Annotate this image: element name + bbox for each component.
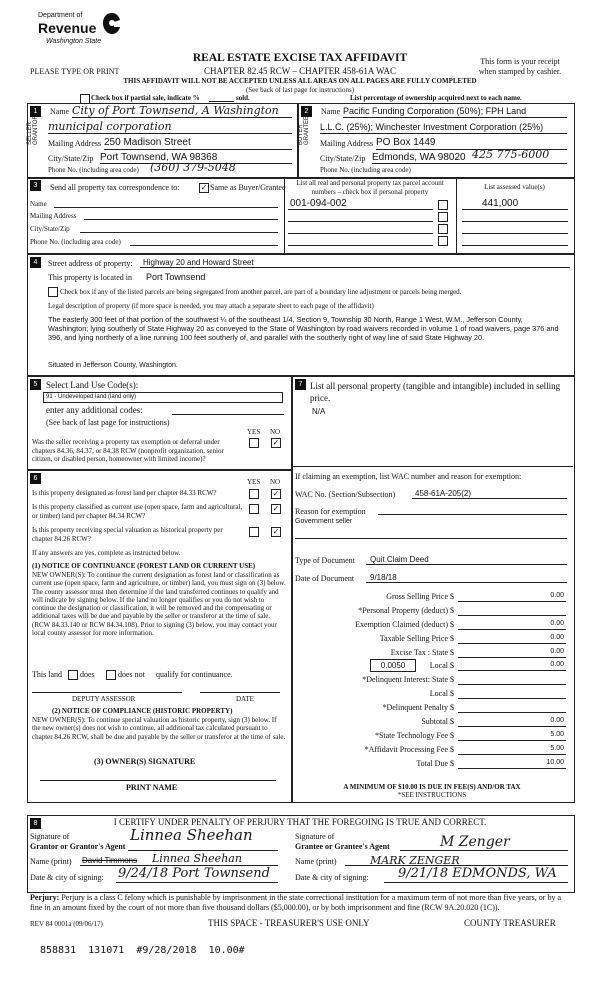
grantor-agent-label: Grantor or Grantor's Agent bbox=[30, 842, 126, 851]
fee-dollar-delinquent-local: $ bbox=[450, 689, 454, 698]
fee-line-excise-local bbox=[458, 670, 566, 671]
located-in-label: This property is located in bbox=[48, 273, 132, 282]
sec6-no-header: NO bbox=[270, 478, 281, 486]
wac-label: WAC No. (Section/Subsection) bbox=[295, 490, 396, 499]
grantor-date-city[interactable]: 9/24/18 Port Townsend bbox=[118, 866, 270, 881]
doc-date-label: Date of Document bbox=[295, 574, 355, 583]
personal-property-checkbox-4[interactable] bbox=[438, 236, 448, 246]
dor-logo bbox=[30, 10, 130, 56]
fee-label-total: Total Due bbox=[416, 759, 448, 768]
fee-dollar-delinquent-state: $ bbox=[450, 675, 454, 684]
assessed-value-1[interactable]: 441,000 bbox=[482, 198, 519, 209]
fee-line-delinquent-local bbox=[458, 698, 566, 699]
legal-desc-text[interactable]: The easterly 300 feet of that portion of the southwest ¼ of the southeast 1/4, Section 9, Township 30 North, Range 1 West, W.M., Jefferson County, Washington; lying southerly of State Highway 20 as conveyed to the State of Washington by road waivers recorded in volume 1 of road waivers, page 376 and 396, and lying northerly of a line running 100 feet southerly of, and parallel with the southerly right of way line of said State Highway 20. bbox=[48, 315, 559, 342]
fee-value-excise-state[interactable]: 0.00 bbox=[550, 648, 564, 655]
deputy-line bbox=[32, 692, 182, 693]
sec5-see-back: (See back of last page for instructions) bbox=[46, 418, 170, 427]
grantor-signature[interactable]: Linnea Sheehan bbox=[130, 826, 253, 844]
fee-dollar-technology: $ bbox=[450, 731, 454, 740]
street-address-label: Street address of property: bbox=[48, 259, 133, 268]
assessed-line-1 bbox=[462, 209, 568, 210]
sec6-yes-header: YES bbox=[247, 478, 261, 486]
seller-phone-label: Phone No. (including area code) bbox=[48, 166, 139, 174]
current-use-yes-checkbox[interactable] bbox=[249, 504, 259, 514]
partial-sale-label: Check box if partial sale, indicate % bbox=[91, 94, 200, 102]
grantee-signature[interactable]: M Zenger bbox=[440, 834, 510, 850]
exemption-question: Was the seller receiving a property tax exemption or deferral under chapters 84.36, 84.37, or 84.38 RCW (nonprofit organization, senior citizen, or disabled person, homeowner with limited income)? bbox=[32, 438, 224, 463]
wac-value[interactable]: 458-61A-205(2) bbox=[415, 489, 472, 498]
fee-label-exemption: Exemption Claimed (deduct) bbox=[355, 620, 448, 629]
fee-line-exemption bbox=[458, 629, 566, 630]
seller-name-1[interactable]: City of Port Townsend, A Washington bbox=[72, 104, 279, 117]
does-not-label: does not bbox=[118, 670, 145, 679]
compliance-title: (2) NOTICE OF COMPLIANCE (HISTORIC PROPERTY) bbox=[52, 707, 233, 715]
see-back-instructions: (See back of last page for instructions) bbox=[245, 86, 355, 94]
fee-dollar-total: $ bbox=[450, 759, 454, 768]
land-does-checkbox[interactable] bbox=[68, 670, 78, 680]
perjury-block bbox=[30, 893, 572, 913]
historic-question: Is this property receiving special valuation as historical property per chapter 84.26 RCW? bbox=[32, 526, 223, 543]
grantor-date-label: Date & city of signing: bbox=[30, 873, 104, 882]
grantee-sig-of-label: Signature of bbox=[295, 832, 335, 841]
receipt-note-2: when stamped by cashier. bbox=[478, 67, 562, 76]
doc-type-label: Type of Document bbox=[295, 556, 355, 565]
dor-emblem-icon bbox=[102, 12, 122, 36]
segregated-label: Check box if any of the listed parcels are being segregated from another parcel, are part of a boundary line adjustment or parcels being merged. bbox=[60, 288, 462, 296]
grantee-date-line bbox=[384, 882, 568, 883]
sec5-no-header: NO bbox=[270, 428, 281, 436]
situated-text[interactable]: Situated in Jefferson County, Washington. bbox=[48, 362, 178, 369]
buyer-name-line-1 bbox=[343, 117, 567, 118]
sec7-divider bbox=[291, 466, 573, 467]
legal-desc-label: Legal description of property (if more space is needed, you may attach a separate sheet to each page of the affidavit) bbox=[48, 302, 374, 310]
land-use-label: Select Land Use Code(s): bbox=[46, 380, 139, 390]
fee-label-excise-state: Excise Tax : State bbox=[390, 648, 448, 657]
buyer-city-line bbox=[372, 163, 567, 164]
land-use-select[interactable] bbox=[43, 392, 283, 403]
send-correspondence-label: Send all property tax correspondence to: bbox=[50, 183, 180, 192]
fee-line-taxable bbox=[458, 643, 566, 644]
exemption-no-checkbox[interactable]: ✓ bbox=[272, 438, 280, 447]
section-3-number: 3 bbox=[30, 180, 41, 191]
reason-label: Reason for exemption bbox=[295, 507, 366, 516]
dept-of-text: Department of bbox=[38, 12, 83, 19]
grantor-sig-of-label: Signature of bbox=[30, 832, 70, 841]
seller-mailing-value[interactable]: 250 Madison Street bbox=[104, 137, 191, 148]
local-rate-value: 0.0050 bbox=[380, 661, 406, 670]
street-address-line bbox=[140, 267, 570, 268]
county-treasurer-label: COUNTY TREASURER bbox=[464, 918, 556, 928]
exemption-yes-checkbox[interactable] bbox=[249, 438, 259, 448]
buyer-name-2[interactable]: L.L.C. (25%); Winchester Investment Corporation (25%) bbox=[320, 122, 544, 132]
corr-city-line bbox=[80, 232, 278, 233]
parcel-line-3 bbox=[288, 233, 433, 234]
historic-yes-checkbox[interactable] bbox=[249, 527, 259, 537]
fee-value-gross[interactable]: 0.00 bbox=[550, 592, 564, 599]
same-as-buyer-checkbox[interactable]: ✓ bbox=[200, 183, 208, 192]
fee-dollar-personal: $ bbox=[450, 606, 454, 615]
not-accepted-warning: THIS AFFIDAVIT WILL NOT BE ACCEPTED UNLESS ALL AREAS ON ALL PAGES ARE FULLY COMPLETED bbox=[123, 77, 477, 85]
assessed-header: List assessed value(s) bbox=[484, 183, 545, 191]
fee-label-delinquent-state: *Delinquent Interest: State bbox=[362, 675, 448, 684]
rev-number: REV 84 0001a (09/06/17) bbox=[30, 920, 103, 928]
washington-state-text: Washington State bbox=[46, 38, 102, 45]
wac-line bbox=[412, 498, 567, 499]
fee-label-processing: *Affidavit Processing Fee bbox=[364, 745, 448, 754]
fee-dollar-penalty: $ bbox=[450, 703, 454, 712]
fee-dollar-excise-local: $ bbox=[450, 661, 454, 670]
buyer-name-line-2 bbox=[320, 133, 567, 134]
grantee-sig-line bbox=[400, 850, 568, 851]
fee-label-technology: *State Technology Fee bbox=[374, 731, 448, 740]
buyer-phone-handwritten[interactable]: 425 775-6000 bbox=[472, 148, 550, 161]
fee-label-taxable: Taxable Selling Price bbox=[379, 634, 448, 643]
fee-label-gross: Gross Selling Price bbox=[386, 592, 448, 601]
corr-name-label: Name bbox=[30, 200, 47, 208]
assessed-line-2 bbox=[462, 221, 568, 222]
if-any-yes: If any answers are yes, complete as instructed below. bbox=[32, 549, 181, 557]
fee-label-penalty: *Delinquent Penalty bbox=[382, 703, 448, 712]
fee-dollar-processing: $ bbox=[450, 745, 454, 754]
parcel-line-2 bbox=[288, 221, 433, 222]
fee-line-delinquent-state bbox=[458, 684, 566, 685]
grantor-name-label: Name (print) bbox=[30, 857, 72, 866]
seller-name-2[interactable]: municipal corporation bbox=[48, 120, 172, 133]
reason-line bbox=[378, 514, 567, 515]
deputy-date-line bbox=[200, 692, 280, 693]
treasurer-use-label: THIS SPACE - TREASURER'S USE ONLY bbox=[208, 918, 370, 928]
additional-codes-label: enter any additional codes: bbox=[46, 405, 143, 415]
personal-property-value[interactable]: N/A bbox=[312, 407, 326, 416]
owner-signature-title: (3) OWNER(S) SIGNATURE bbox=[94, 757, 196, 766]
buyer-city-value[interactable]: Edmonds, WA 98020 bbox=[372, 152, 466, 163]
deputy-assessor-label: DEPUTY ASSESSOR bbox=[72, 695, 136, 703]
fee-dollar-gross: $ bbox=[450, 592, 454, 601]
section-6-number: 6 bbox=[30, 473, 41, 484]
fee-value-subtotal[interactable]: 0.00 bbox=[550, 717, 564, 724]
fee-line-subtotal bbox=[458, 726, 566, 727]
personal-property-label: List all personal property (tangible and intangible) included in selling price. bbox=[310, 381, 561, 403]
grantor-date-line bbox=[116, 882, 278, 883]
fee-dollar-taxable: $ bbox=[450, 634, 454, 643]
corr-mailing-label: Mailing Address bbox=[30, 212, 77, 220]
section-2-number: 2 bbox=[301, 106, 312, 117]
same-as-buyer-label: Same as Buyer/Grantee bbox=[210, 183, 286, 192]
forest-yes-checkbox[interactable] bbox=[249, 489, 259, 499]
buyer-mailing-label: Mailing Address bbox=[320, 139, 374, 148]
located-in-value[interactable]: Port Townsend bbox=[146, 272, 206, 282]
fee-value-processing[interactable]: 5.00 bbox=[550, 745, 564, 752]
fee-value-taxable[interactable]: 0.00 bbox=[550, 634, 564, 641]
doc-date-value[interactable]: 9/18/18 bbox=[370, 573, 397, 582]
section-1-number: 1 bbox=[30, 106, 41, 117]
buyer-phone-label: Phone No. (including area code) bbox=[320, 166, 411, 174]
land-use-selected: 91 - Undeveloped land (land only) bbox=[46, 394, 137, 400]
seller-name-line-2 bbox=[48, 133, 292, 134]
fee-dollar-excise-state: $ bbox=[450, 648, 454, 657]
corr-name-line bbox=[54, 207, 278, 208]
land-does-not-checkbox[interactable] bbox=[106, 670, 116, 680]
personal-property-checkbox-1[interactable] bbox=[438, 200, 448, 210]
grantor-name-struck[interactable]: David Timmons bbox=[82, 856, 138, 865]
corr-city-label: City/State/Zip bbox=[30, 225, 70, 233]
list-pct-label: List percentage of ownership acquired next to each name. bbox=[350, 94, 522, 102]
exemption-claim-label: If claiming an exemption, list WAC number and reason for exemption: bbox=[295, 472, 522, 481]
corr-mailing-line bbox=[84, 219, 278, 220]
seller-side-label: SELLER GRANTOR bbox=[27, 115, 39, 145]
fee-dollar-subtotal: $ bbox=[450, 717, 454, 726]
reason-line-2 bbox=[295, 538, 567, 539]
grantee-date-city[interactable]: 9/21/18 EDMONDS, WA bbox=[398, 866, 557, 881]
fee-label-delinquent-local: Local bbox=[429, 689, 448, 698]
grantee-name-label: Name (print) bbox=[295, 857, 337, 866]
seller-phone-value[interactable]: (360) 379-5048 bbox=[150, 161, 236, 174]
buyer-name-label: Name bbox=[321, 107, 341, 116]
see-instructions-note: *SEE INSTRUCTIONS bbox=[397, 791, 467, 799]
current-use-no-checkbox[interactable]: ✓ bbox=[272, 504, 280, 513]
historic-no-checkbox[interactable]: ✓ bbox=[272, 527, 280, 536]
perjury-label: Perjury: bbox=[30, 893, 60, 902]
segregated-checkbox[interactable] bbox=[48, 287, 58, 297]
seller-mailing-label: Mailing Address bbox=[48, 139, 102, 148]
type-or-print: PLEASE TYPE OR PRINT bbox=[30, 67, 120, 76]
receipt-stamp: 858831 131071 #9/28/2018 10.00# bbox=[40, 945, 245, 956]
certify-statement: I CERTIFY UNDER PENALTY OF PERJURY THAT THE FOREGOING IS TRUE AND CORRECT. bbox=[113, 817, 487, 827]
perjury-text: Perjury is a class C felony which is punishable by imprisonment in the state correctional institution for a maximum term of not more than five years, or by a fine in an amount fixed by the court of not more than five thousand dollars ($5,000.00), or by both imprisonment and fine (RCW 9A.20.020 (1C)). bbox=[30, 893, 561, 912]
grantee-name-handwritten[interactable]: MARK ZENGER bbox=[370, 854, 460, 867]
form-chapter: CHAPTER 82.45 RCW – CHAPTER 458-61A WAC bbox=[204, 66, 396, 76]
forest-no-checkbox[interactable]: ✓ bbox=[272, 489, 280, 498]
fee-value-exemption[interactable]: 0.00 bbox=[550, 620, 564, 627]
fee-label-excise-local: Local bbox=[429, 661, 448, 670]
fee-label-subtotal: Subtotal bbox=[421, 717, 448, 726]
personal-property-checkbox-2[interactable] bbox=[438, 212, 448, 222]
fee-line-total bbox=[458, 768, 566, 769]
doc-type-value[interactable]: Quit Claim Deed bbox=[370, 555, 429, 564]
fee-dollar-exemption: $ bbox=[450, 620, 454, 629]
section-4-number: 4 bbox=[30, 257, 41, 268]
seller-name-label: Name bbox=[50, 107, 70, 116]
doc-type-line bbox=[366, 564, 567, 565]
reason-value[interactable]: Government seller bbox=[295, 518, 353, 525]
deputy-date-label: DATE bbox=[236, 695, 254, 703]
grantor-sig-line bbox=[128, 850, 278, 851]
fee-line-gross bbox=[458, 601, 566, 602]
grantee-agent-label: Grantee or Grantee's Agent bbox=[295, 842, 390, 851]
forest-land-question: Is this property designated as forest land per chapter 84.33 RCW? bbox=[32, 489, 217, 497]
additional-codes-line bbox=[172, 414, 284, 415]
partial-sale-pct-line bbox=[209, 101, 234, 102]
buyer-city-label: City/State/Zip bbox=[320, 154, 366, 163]
fee-line-penalty bbox=[458, 712, 566, 713]
fee-value-excise-local[interactable]: 0.00 bbox=[550, 661, 564, 668]
fee-line-personal bbox=[458, 615, 566, 616]
compliance-text: NEW OWNER(S): To continue special valuation as historic property, sign (3) below. If the new owner(s) does not wish to continue, all additional tax calculated pursuant to chapter 84.26 RCW, shall be due and payable by the seller or transferor at the time of sale. bbox=[32, 716, 286, 741]
section-7-number: 7 bbox=[295, 379, 306, 390]
this-land-label: This land bbox=[32, 670, 62, 679]
doc-date-line bbox=[366, 582, 567, 583]
street-address-value[interactable]: Highway 20 and Howard Street bbox=[143, 258, 254, 267]
buyer-name-1[interactable]: Pacific Funding Corporation (50%); FPH Land bbox=[343, 106, 527, 116]
section-5-number: 5 bbox=[30, 379, 41, 390]
fee-label-personal: *Personal Property (deduct) bbox=[358, 606, 448, 615]
grantor-name-handwritten[interactable]: Linnea Sheehan bbox=[152, 852, 242, 865]
personal-property-checkbox-3[interactable] bbox=[438, 224, 448, 234]
assessed-line-3 bbox=[462, 233, 568, 234]
fee-value-total[interactable]: 10.00 bbox=[546, 759, 564, 766]
parcel-line-1 bbox=[288, 209, 433, 210]
print-name-label: PRINT NAME bbox=[126, 783, 178, 792]
minimum-due-note: A MINIMUM OF $10.00 IS DUE IN FEE(S) AND/OR TAX bbox=[343, 783, 521, 791]
corr-phone-label: Phone No. (including area code) bbox=[30, 238, 121, 246]
seller-city-label: City/State/Zip bbox=[48, 154, 94, 163]
owner-signature-line bbox=[40, 780, 276, 781]
receipt-note-1: This form is your receipt bbox=[480, 57, 560, 66]
qualify-label: qualify for continuance. bbox=[156, 670, 233, 679]
current-use-question: Is this property classified as current use (open space, farm and agricultural, or timber) land per chapter 84.34 RCW? bbox=[32, 503, 243, 520]
fee-line-technology bbox=[458, 740, 566, 741]
corr-phone-line bbox=[130, 245, 278, 246]
buyer-mailing-value[interactable]: PO Box 1449 bbox=[376, 137, 436, 148]
continuance-text: NEW OWNER(S): To continue the current designation as forest land or classification as current use (open space, farm and agriculture, or timber) land, you must sign on (3) below. The county assessor must then determine if the land transferred continues to qualify and will indicate by signing below. If the land no longer qualifies or you do not wish to continue the designation or classification, it will be removed and the compensating or additional taxes will be due and payable by the seller or transferor at the time of sale. (RCW 84.33.140 or RCW 84.34.108). Prior to signing (3) below, you may contact your local county assessor for more information. bbox=[32, 571, 286, 638]
form-title: REAL ESTATE EXCISE TAX AFFIDAVIT bbox=[192, 52, 408, 64]
sold-label: sold. bbox=[236, 94, 250, 102]
does-label: does bbox=[80, 670, 95, 679]
grantee-date-label: Date & city of signing: bbox=[295, 873, 369, 882]
parcel-line-4 bbox=[288, 245, 433, 246]
fee-line-excise-state bbox=[458, 657, 566, 658]
fee-value-technology[interactable]: 5.00 bbox=[550, 731, 564, 738]
buyer-side-label: BUYER GRANTEE bbox=[298, 115, 310, 145]
seller-city-value[interactable]: Port Townsend, WA 98368 bbox=[100, 152, 218, 163]
parcel-header: List all real and personal property tax parcel account numbers – check box if personal property bbox=[296, 179, 444, 196]
sec5-yes-header: YES bbox=[247, 428, 261, 436]
local-rate-box[interactable] bbox=[370, 659, 416, 672]
fee-line-processing bbox=[458, 754, 566, 755]
seller-mailing-line bbox=[104, 149, 292, 150]
section-3-assessed-divider bbox=[456, 177, 457, 253]
seller-name-line-1 bbox=[72, 117, 292, 118]
revenue-text: Revenue bbox=[38, 20, 97, 36]
section-8-number: 8 bbox=[30, 818, 41, 829]
parcel-number-1[interactable]: 001-094-002 bbox=[290, 198, 347, 209]
assessed-line-4 bbox=[462, 245, 568, 246]
continuance-title: (1) NOTICE OF CONTINUANCE (FOREST LAND OR CURRENT USE) bbox=[32, 562, 256, 570]
